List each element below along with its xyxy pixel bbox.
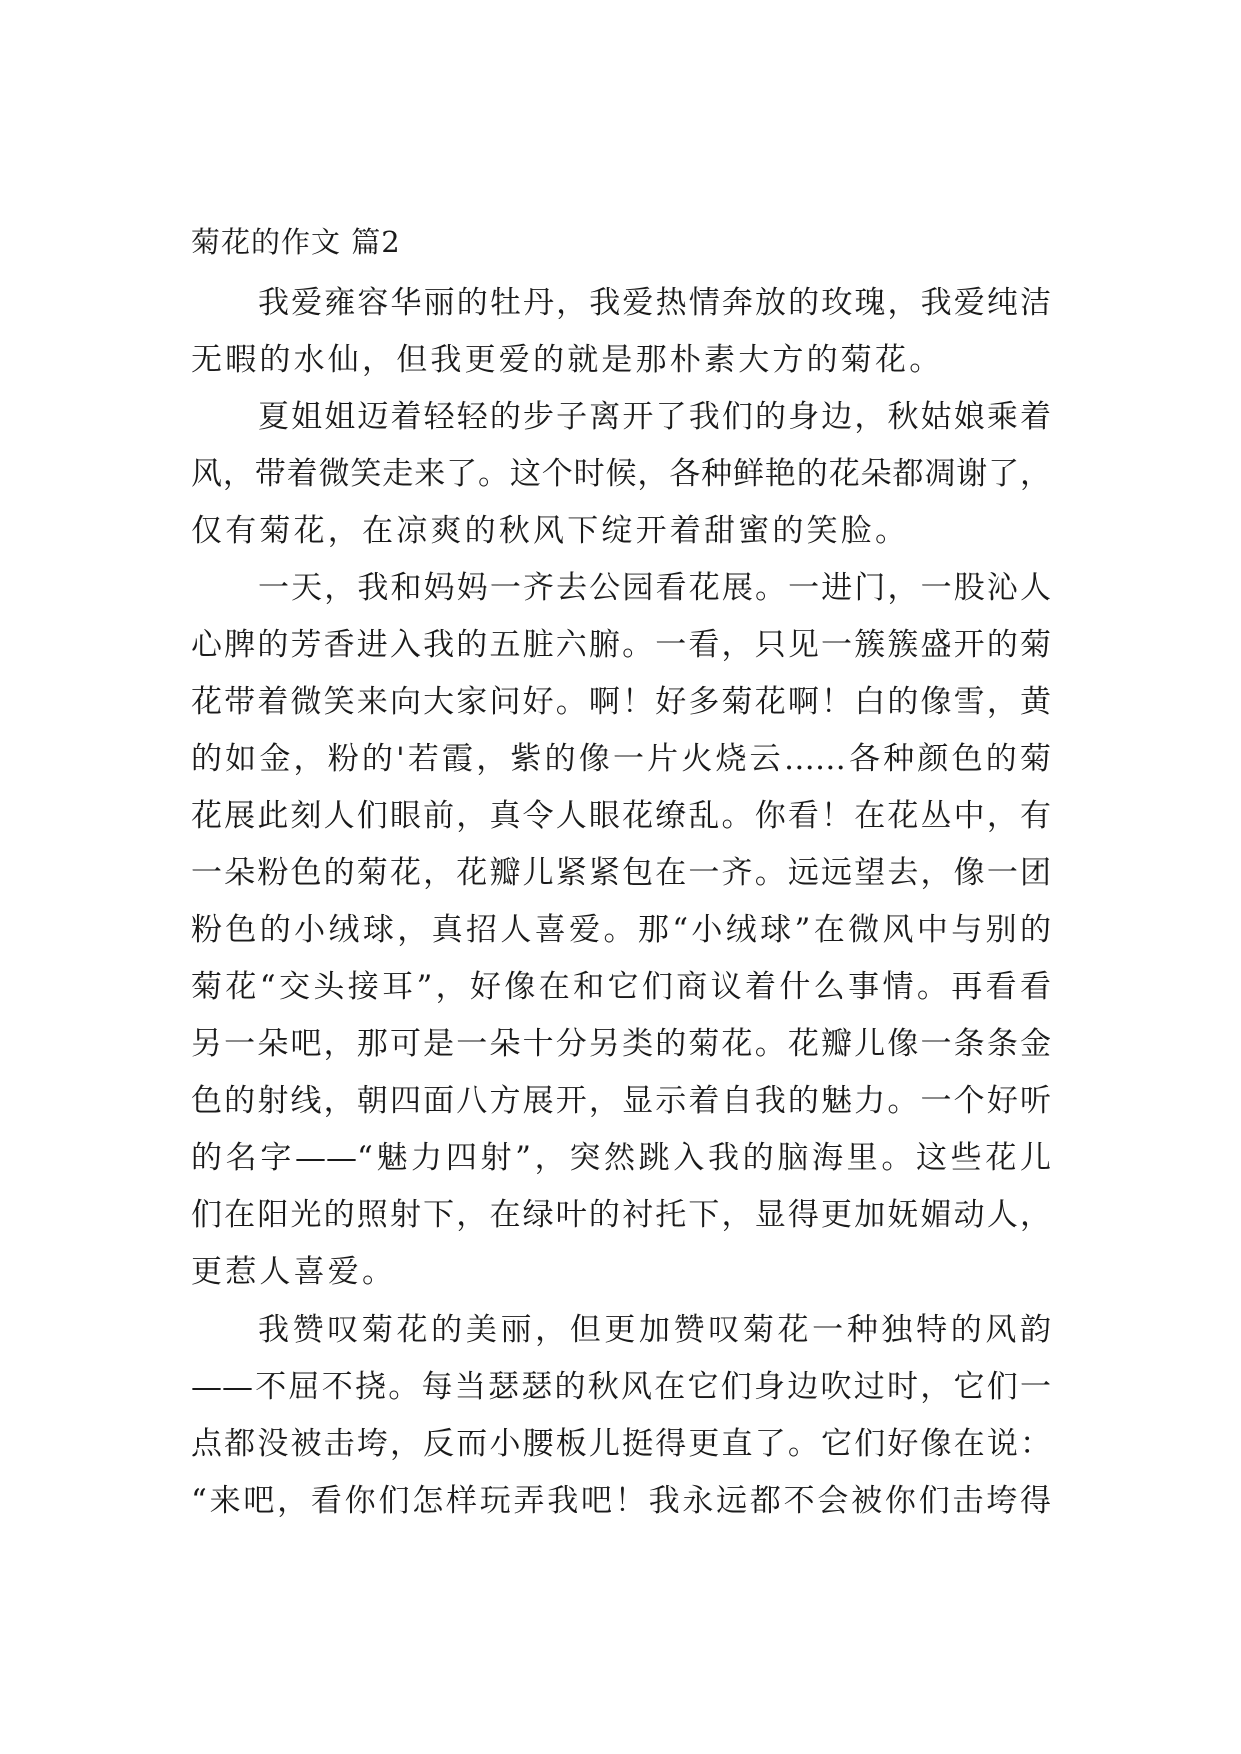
paragraph-4-line-2: ——不屈不挠。每当瑟瑟的秋风在它们身边吹过时，它们一	[191, 1369, 1051, 1405]
paragraph-3-line-4: 的如金，粉的'若霞，紫的像一片火烧云……各种颜色的菊	[191, 741, 1051, 777]
paragraph-1-line-1: 我爱雍容华丽的牡丹，我爱热情奔放的玫瑰，我爱纯洁	[258, 285, 1051, 321]
paragraph-2-line-1: 夏姐姐迈着轻轻的步子离开了我们的身边，秋姑娘乘着	[258, 399, 1051, 435]
paragraph-3-line-8: 菊花“交头接耳”，好像在和它们商议着什么事情。再看看	[191, 969, 1051, 1005]
paragraph-3-line-7: 粉色的小绒球，真招人喜爱。那“小绒球”在微风中与别的	[191, 912, 1051, 948]
paragraph-3-line-9: 另一朵吧，那可是一朵十分另类的菊花。花瓣儿像一条条金	[191, 1026, 1051, 1062]
paragraph-4-line-4: “来吧，看你们怎样玩弄我吧！我永远都不会被你们击垮得	[191, 1483, 1051, 1519]
paragraph-3-line-13: 更惹人喜爱。	[191, 1254, 397, 1290]
paragraph-3-line-2: 心脾的芳香进入我的五脏六腑。一看，只见一簇簇盛开的菊	[191, 627, 1051, 663]
paragraph-3-line-12: 们在阳光的照射下，在绿叶的衬托下，显得更加妩媚动人，	[191, 1197, 1051, 1233]
document-heading: 菊花的作文 篇2	[191, 225, 401, 259]
paragraph-2-line-3: 仅有菊花，在凉爽的秋风下绽开着甜蜜的笑脸。	[191, 513, 910, 549]
paragraph-3-line-10: 色的射线，朝四面八方展开，显示着自我的魅力。一个好听	[191, 1083, 1051, 1119]
paragraph-3-line-11: 的名字——“魅力四射”，突然跳入我的脑海里。这些花儿	[191, 1140, 1051, 1176]
paragraph-3-line-3: 花带着微笑来向大家问好。啊！好多菊花啊！白的像雪，黄	[191, 684, 1051, 720]
paragraph-3-line-5: 花展此刻人们眼前，真令人眼花缭乱。你看！在花丛中，有	[191, 798, 1051, 834]
paragraph-2-line-2: 风，带着微笑走来了。这个时候，各种鲜艳的花朵都凋谢了，	[191, 456, 1051, 492]
paragraph-1-line-2: 无暇的水仙，但我更爱的就是那朴素大方的菊花。	[191, 342, 944, 378]
paragraph-4-line-1: 我赞叹菊花的美丽，但更加赞叹菊花一种独特的风韵	[258, 1312, 1051, 1348]
paragraph-3-line-1: 一天，我和妈妈一齐去公园看花展。一进门，一股沁人	[258, 570, 1051, 606]
paragraph-3-line-6: 一朵粉色的菊花，花瓣儿紧紧包在一齐。远远望去，像一团	[191, 855, 1051, 891]
paragraph-4-line-3: 点都没被击垮，反而小腰板儿挺得更直了。它们好像在说：	[191, 1426, 1051, 1462]
